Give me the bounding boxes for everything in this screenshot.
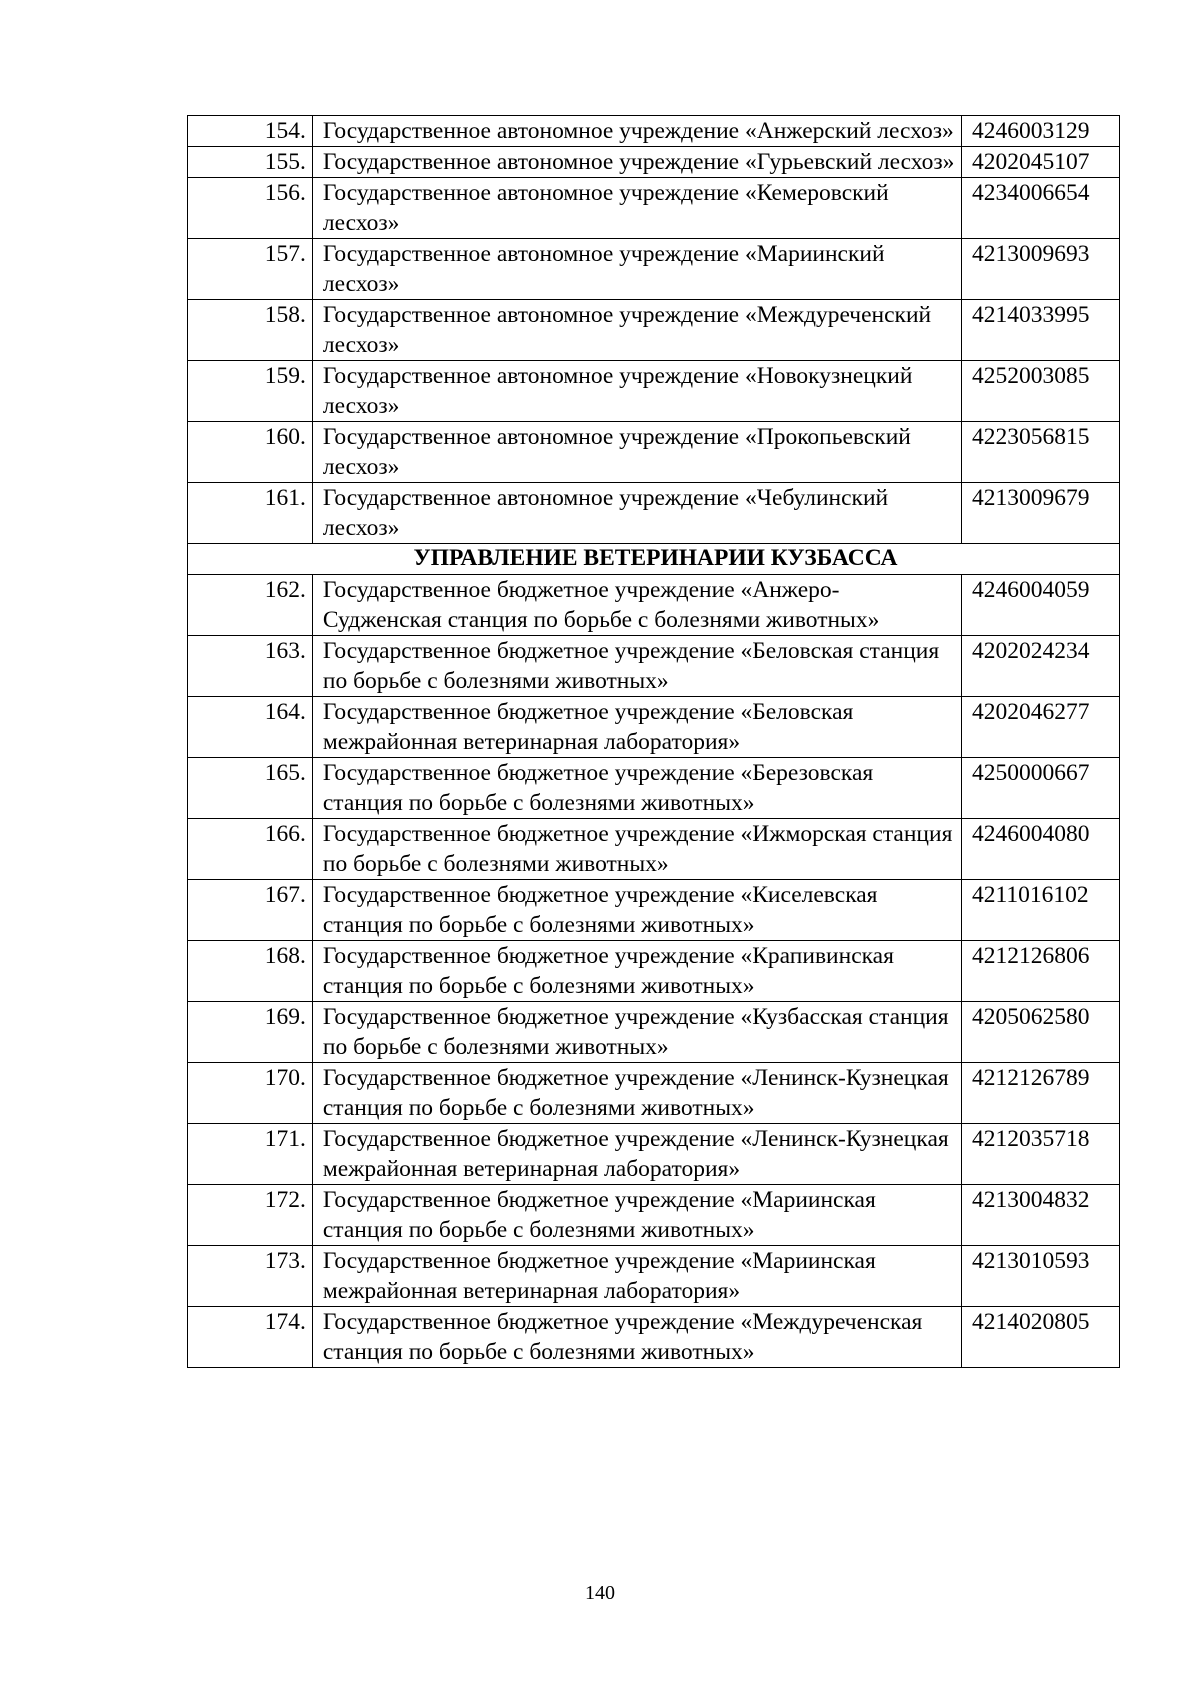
organization-name: Государственное автономное учреждение «Кемеровский лесхоз»	[312, 178, 961, 239]
table-row	[188, 758, 1120, 819]
row-number: 161.	[188, 483, 313, 544]
inn-code: 4246003129	[962, 116, 1120, 147]
table-row	[188, 1185, 1120, 1246]
inn-code: 4214033995	[962, 300, 1120, 361]
table-row	[188, 239, 1120, 300]
row-number: 169.	[188, 1002, 313, 1063]
organization-name: Государственное бюджетное учреждение «Анжеро-Судженская станция по борьбе с болезнями животных»	[312, 575, 961, 636]
organization-name: Государственное автономное учреждение «Анжерский лесхоз»	[312, 116, 961, 147]
table-row	[188, 819, 1120, 880]
table-row	[188, 575, 1120, 636]
row-number: 165.	[188, 758, 313, 819]
table-row	[188, 1246, 1120, 1307]
row-number: 155.	[188, 147, 313, 178]
row-number: 171.	[188, 1124, 313, 1185]
inn-code: 4246004059	[962, 575, 1120, 636]
table-row	[188, 697, 1120, 758]
inn-code: 4212126789	[962, 1063, 1120, 1124]
organization-name: Государственное бюджетное учреждение «Киселевская станция по борьбе с болезнями животных»	[312, 880, 961, 941]
row-number: 173.	[188, 1246, 313, 1307]
table-row	[188, 116, 1120, 147]
organization-name: Государственное бюджетное учреждение «Ленинск-Кузнецкая межрайонная ветеринарная лаборатория»	[312, 1124, 961, 1185]
row-number: 170.	[188, 1063, 313, 1124]
row-number: 163.	[188, 636, 313, 697]
inn-code: 4213009693	[962, 239, 1120, 300]
organization-name: Государственное автономное учреждение «Прокопьевский лесхоз»	[312, 422, 961, 483]
row-number: 162.	[188, 575, 313, 636]
organization-name: Государственное бюджетное учреждение «Ленинск-Кузнецкая станция по борьбе с болезнями животных»	[312, 1063, 961, 1124]
row-number: 172.	[188, 1185, 313, 1246]
row-number: 157.	[188, 239, 313, 300]
inn-code: 4223056815	[962, 422, 1120, 483]
organization-name: Государственное бюджетное учреждение «Беловская межрайонная ветеринарная лаборатория»	[312, 697, 961, 758]
organization-name: Государственное бюджетное учреждение «Березовская станция по борьбе с болезнями животных»	[312, 758, 961, 819]
table-row	[188, 422, 1120, 483]
section-header: УПРАВЛЕНИЕ ВЕТЕРИНАРИИ КУЗБАССА	[188, 544, 1120, 575]
row-number: 166.	[188, 819, 313, 880]
table-row	[188, 1063, 1120, 1124]
inn-code: 4246004080	[962, 819, 1120, 880]
table-row	[188, 483, 1120, 544]
page-number: 140	[585, 1582, 615, 1604]
inn-code: 4211016102	[962, 880, 1120, 941]
organization-name: Государственное бюджетное учреждение «Мариинская станция по борьбе с болезнями животных»	[312, 1185, 961, 1246]
organization-name: Государственное автономное учреждение «Мариинский лесхоз»	[312, 239, 961, 300]
inn-code: 4213009679	[962, 483, 1120, 544]
row-number: 168.	[188, 941, 313, 1002]
organization-name: Государственное бюджетное учреждение «Кузбасская станция по борьбе с болезнями животных»	[312, 1002, 961, 1063]
organization-name: Государственное бюджетное учреждение «Междуреченская станция по борьбе с болезнями животных»	[312, 1307, 961, 1368]
row-number: 156.	[188, 178, 313, 239]
row-number: 160.	[188, 422, 313, 483]
organization-name: Государственное автономное учреждение «Междуреченский лесхоз»	[312, 300, 961, 361]
row-number: 154.	[188, 116, 313, 147]
table-row	[188, 147, 1120, 178]
row-number: 158.	[188, 300, 313, 361]
inn-code: 4202024234	[962, 636, 1120, 697]
table-body	[188, 116, 1120, 1368]
organization-name: Государственное бюджетное учреждение «Мариинская межрайонная ветеринарная лаборатория»	[312, 1246, 961, 1307]
table-row	[188, 1124, 1120, 1185]
inn-code: 4252003085	[962, 361, 1120, 422]
inn-code: 4212035718	[962, 1124, 1120, 1185]
table-row	[188, 880, 1120, 941]
inn-code: 4205062580	[962, 1002, 1120, 1063]
organization-name: Государственное автономное учреждение «Гурьевский лесхоз»	[312, 147, 961, 178]
inn-code: 4250000667	[962, 758, 1120, 819]
row-number: 167.	[188, 880, 313, 941]
row-number: 174.	[188, 1307, 313, 1368]
organization-name: Государственное автономное учреждение «Новокузнецкий лесхоз»	[312, 361, 961, 422]
inn-code: 4234006654	[962, 178, 1120, 239]
inn-code: 4213010593	[962, 1246, 1120, 1307]
table-row	[188, 1307, 1120, 1368]
organization-name: Государственное бюджетное учреждение «Крапивинская станция по борьбе с болезнями животных»	[312, 941, 961, 1002]
inn-code: 4202046277	[962, 697, 1120, 758]
row-number: 164.	[188, 697, 313, 758]
table-row	[188, 300, 1120, 361]
organization-name: Государственное бюджетное учреждение «Беловская станция по борьбе с болезнями животных»	[312, 636, 961, 697]
table-row	[188, 361, 1120, 422]
table-row	[188, 941, 1120, 1002]
organization-name: Государственное автономное учреждение «Чебулинский лесхоз»	[312, 483, 961, 544]
row-number: 159.	[188, 361, 313, 422]
inn-code: 4214020805	[962, 1307, 1120, 1368]
table-row	[188, 636, 1120, 697]
organization-name: Государственное бюджетное учреждение «Ижморская станция по борьбе с болезнями животных»	[312, 819, 961, 880]
section-header-row	[188, 544, 1120, 575]
table-row	[188, 178, 1120, 239]
table-row	[188, 1002, 1120, 1063]
inn-code: 4212126806	[962, 941, 1120, 1002]
inn-code: 4202045107	[962, 147, 1120, 178]
inn-code: 4213004832	[962, 1185, 1120, 1246]
organizations-table	[187, 115, 1120, 1368]
